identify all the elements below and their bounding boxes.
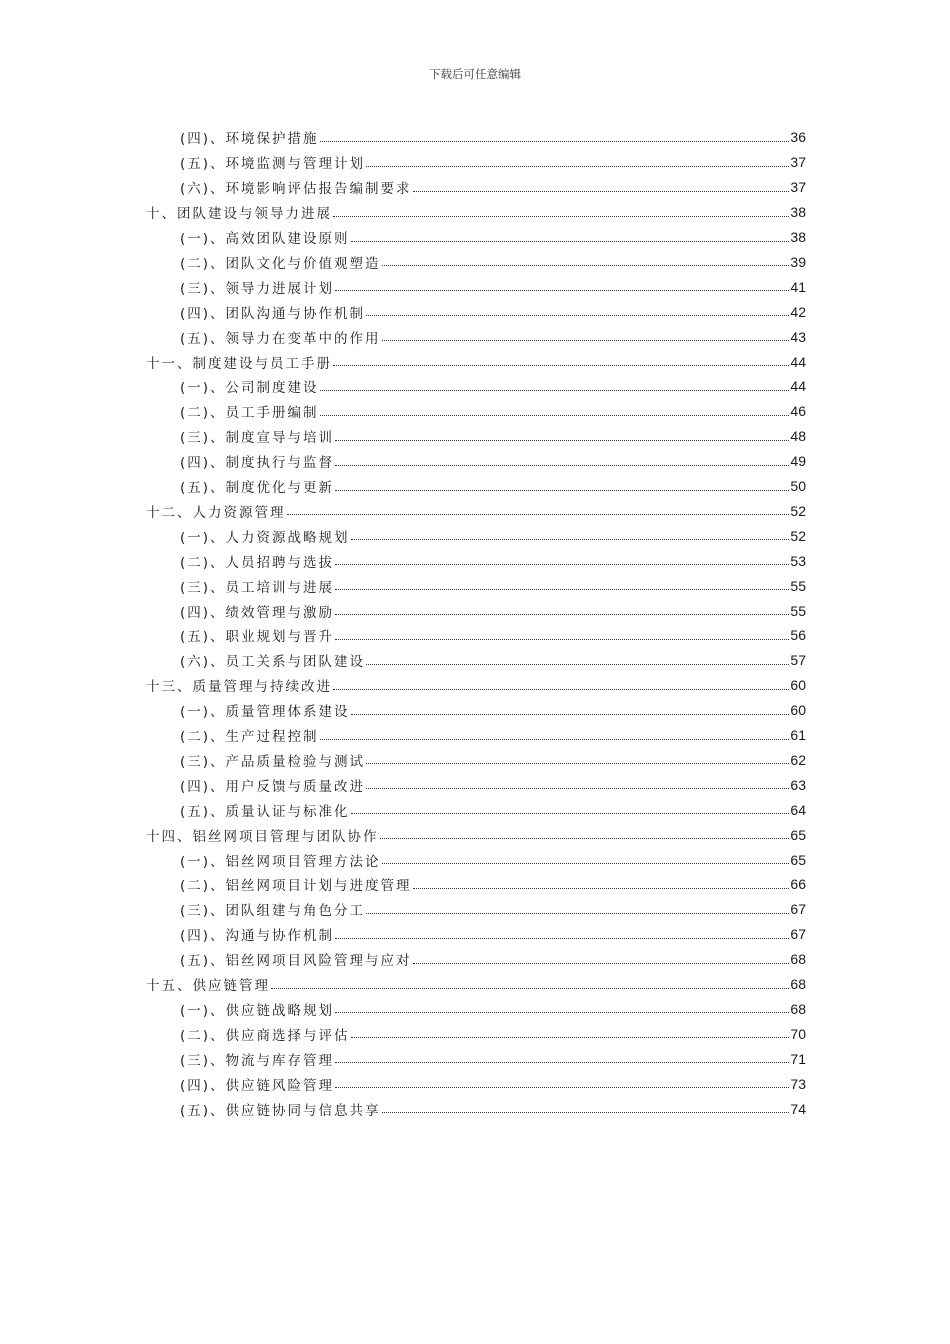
toc-entry[interactable] bbox=[180, 125, 806, 150]
toc-leader-dots bbox=[351, 539, 790, 540]
toc-entry-title: (一)、铝丝网项目管理方法论 bbox=[180, 853, 381, 870]
toc-entry-title: (三)、制度宣导与培训 bbox=[180, 430, 335, 447]
toc-entry-title: (五)、供应链协同与信息共享 bbox=[180, 1102, 381, 1119]
toc-entry-page-number: 38 bbox=[790, 204, 806, 221]
toc-leader-dots bbox=[335, 564, 789, 565]
toc-entry[interactable] bbox=[180, 698, 806, 723]
toc-leader-dots bbox=[335, 589, 789, 590]
toc-leader-dots bbox=[366, 788, 789, 789]
toc-entry[interactable] bbox=[180, 449, 806, 474]
toc-entry[interactable] bbox=[180, 648, 806, 673]
toc-entry[interactable] bbox=[180, 250, 806, 275]
toc-entry-title: 十、团队建设与领导力进展 bbox=[146, 206, 332, 223]
toc-leader-dots bbox=[366, 913, 789, 914]
toc-leader-dots bbox=[335, 490, 789, 491]
toc-entry-title: (五)、质量认证与标准化 bbox=[180, 803, 350, 820]
toc-entry-page-number: 50 bbox=[790, 478, 806, 495]
toc-entry[interactable] bbox=[180, 1071, 806, 1096]
toc-entry-title: (五)、职业规划与晋升 bbox=[180, 629, 335, 646]
toc-entry-title: (四)、用户反馈与质量改进 bbox=[180, 778, 366, 795]
toc-entry[interactable] bbox=[146, 200, 806, 225]
toc-entry-page-number: 55 bbox=[790, 602, 806, 619]
toc-entry[interactable] bbox=[180, 797, 806, 822]
toc-leader-dots bbox=[413, 191, 790, 192]
toc-entry[interactable] bbox=[180, 274, 806, 299]
toc-entry[interactable] bbox=[180, 474, 806, 499]
toc-entry-title: (四)、沟通与协作机制 bbox=[180, 928, 335, 945]
toc-entry-title: 十三、质量管理与持续改进 bbox=[146, 679, 332, 696]
toc-leader-dots bbox=[271, 988, 789, 989]
toc-entry-title: (五)、环境监测与管理计划 bbox=[180, 156, 366, 173]
toc-entry[interactable] bbox=[180, 1096, 806, 1121]
toc-entry[interactable] bbox=[180, 573, 806, 598]
toc-entry-page-number: 44 bbox=[790, 378, 806, 395]
toc-entry-page-number: 37 bbox=[790, 154, 806, 171]
toc-entry[interactable] bbox=[180, 872, 806, 897]
toc-entry[interactable] bbox=[180, 548, 806, 573]
toc-leader-dots bbox=[366, 166, 789, 167]
toc-entry-title: (二)、人员招聘与选拔 bbox=[180, 554, 335, 571]
toc-entry-page-number: 74 bbox=[790, 1100, 806, 1117]
toc-entry[interactable] bbox=[180, 399, 806, 424]
toc-leader-dots bbox=[335, 614, 789, 615]
toc-entry-title: (二)、团队文化与价值观塑造 bbox=[180, 255, 381, 272]
toc-entry[interactable] bbox=[180, 150, 806, 175]
toc-entry-title: (五)、领导力在变革中的作用 bbox=[180, 330, 381, 347]
toc-leader-dots bbox=[351, 1037, 790, 1038]
toc-leader-dots bbox=[335, 1012, 789, 1013]
toc-entry-page-number: 38 bbox=[790, 229, 806, 246]
toc-entry-page-number: 68 bbox=[790, 951, 806, 968]
toc-entry[interactable] bbox=[180, 922, 806, 947]
toc-entry-title: 十四、铝丝网项目管理与团队协作 bbox=[146, 828, 379, 845]
toc-entry-page-number: 65 bbox=[790, 851, 806, 868]
toc-entry[interactable] bbox=[180, 324, 806, 349]
toc-entry-page-number: 68 bbox=[790, 1000, 806, 1017]
toc-entry-page-number: 57 bbox=[790, 652, 806, 669]
toc-entry-page-number: 70 bbox=[790, 1025, 806, 1042]
toc-entry[interactable] bbox=[180, 424, 806, 449]
toc-entry[interactable] bbox=[180, 847, 806, 872]
toc-leader-dots bbox=[335, 440, 789, 441]
toc-entry[interactable] bbox=[180, 623, 806, 648]
toc-leader-dots bbox=[366, 315, 789, 316]
toc-entry-page-number: 60 bbox=[790, 702, 806, 719]
toc-entry[interactable] bbox=[146, 499, 806, 524]
toc-entry[interactable] bbox=[180, 1021, 806, 1046]
toc-entry[interactable] bbox=[146, 349, 806, 374]
toc-entry-title: (五)、铝丝网项目风险管理与应对 bbox=[180, 953, 412, 970]
toc-leader-dots bbox=[351, 714, 790, 715]
toc-entry-page-number: 67 bbox=[790, 926, 806, 943]
toc-entry-title: (一)、人力资源战略规划 bbox=[180, 529, 350, 546]
toc-entry[interactable] bbox=[180, 748, 806, 773]
toc-leader-dots bbox=[413, 888, 790, 889]
toc-entry-page-number: 42 bbox=[790, 303, 806, 320]
toc-entry[interactable] bbox=[180, 175, 806, 200]
toc-entry-title: (四)、团队沟通与协作机制 bbox=[180, 305, 366, 322]
toc-entry[interactable] bbox=[180, 947, 806, 972]
toc-entry[interactable] bbox=[180, 523, 806, 548]
toc-leader-dots bbox=[320, 415, 790, 416]
toc-entry-title: (一)、供应链战略规划 bbox=[180, 1002, 335, 1019]
toc-leader-dots bbox=[287, 514, 790, 515]
toc-entry-page-number: 43 bbox=[790, 328, 806, 345]
page-header: 下载后可任意编辑 bbox=[429, 67, 521, 81]
toc-entry-title: (二)、铝丝网项目计划与进度管理 bbox=[180, 878, 412, 895]
toc-leader-dots bbox=[333, 365, 789, 366]
toc-entry-page-number: 36 bbox=[790, 129, 806, 146]
toc-entry-page-number: 48 bbox=[790, 428, 806, 445]
toc-entry-title: 十五、供应链管理 bbox=[146, 978, 270, 995]
toc-entry-page-number: 56 bbox=[790, 627, 806, 644]
toc-entry[interactable] bbox=[180, 299, 806, 324]
toc-entry-title: (三)、产品质量检验与测试 bbox=[180, 753, 366, 770]
toc-leader-dots bbox=[335, 639, 789, 640]
toc-entry[interactable] bbox=[180, 772, 806, 797]
toc-entry[interactable] bbox=[180, 997, 806, 1022]
toc-leader-dots bbox=[351, 241, 790, 242]
toc-entry-title: 十一、制度建设与员工手册 bbox=[146, 355, 332, 372]
toc-entry-title: (四)、制度执行与监督 bbox=[180, 455, 335, 472]
toc-entry-title: (三)、领导力进展计划 bbox=[180, 280, 335, 297]
toc-entry-title: (三)、员工培训与进展 bbox=[180, 579, 335, 596]
toc-leader-dots bbox=[320, 141, 790, 142]
toc-leader-dots bbox=[320, 739, 790, 740]
toc-entry-page-number: 62 bbox=[790, 751, 806, 768]
toc-entry-page-number: 63 bbox=[790, 776, 806, 793]
toc-entry-page-number: 39 bbox=[790, 253, 806, 270]
toc-entry[interactable] bbox=[180, 225, 806, 250]
toc-leader-dots bbox=[335, 290, 789, 291]
toc-entry-title: (四)、环境保护措施 bbox=[180, 131, 319, 148]
toc-entry[interactable] bbox=[180, 1046, 806, 1071]
toc-entry[interactable] bbox=[180, 598, 806, 623]
toc-leader-dots bbox=[382, 340, 790, 341]
toc-leader-dots bbox=[382, 863, 790, 864]
toc-entry-page-number: 68 bbox=[790, 976, 806, 993]
toc-entry-title: (二)、供应商选择与评估 bbox=[180, 1027, 350, 1044]
toc-entry-page-number: 41 bbox=[790, 278, 806, 295]
toc-entry-page-number: 64 bbox=[790, 801, 806, 818]
toc-entry-title: (二)、生产过程控制 bbox=[180, 729, 319, 746]
toc-entry-page-number: 49 bbox=[790, 453, 806, 470]
toc-leader-dots bbox=[382, 265, 790, 266]
toc-entry[interactable] bbox=[180, 723, 806, 748]
toc-leader-dots bbox=[382, 1112, 790, 1113]
toc-leader-dots bbox=[335, 465, 789, 466]
toc-leader-dots bbox=[351, 813, 790, 814]
toc-entry-page-number: 65 bbox=[790, 826, 806, 843]
toc-entry-title: 十二、人力资源管理 bbox=[146, 504, 286, 521]
toc-entry-title: (一)、质量管理体系建设 bbox=[180, 704, 350, 721]
toc-entry-page-number: 71 bbox=[790, 1050, 806, 1067]
toc-entry-title: (四)、绩效管理与激励 bbox=[180, 604, 335, 621]
toc-entry[interactable] bbox=[180, 897, 806, 922]
toc-entry-page-number: 73 bbox=[790, 1075, 806, 1092]
toc-leader-dots bbox=[333, 689, 789, 690]
toc-entry-page-number: 52 bbox=[790, 527, 806, 544]
toc-entry-title: (一)、高效团队建设原则 bbox=[180, 231, 350, 248]
toc-entry-page-number: 37 bbox=[790, 179, 806, 196]
toc-entry-title: (四)、供应链风险管理 bbox=[180, 1077, 335, 1094]
toc-entry-title: (二)、员工手册编制 bbox=[180, 405, 319, 422]
toc-leader-dots bbox=[333, 216, 789, 217]
toc-leader-dots bbox=[320, 390, 790, 391]
toc-leader-dots bbox=[335, 1062, 789, 1063]
toc-entry-page-number: 52 bbox=[790, 502, 806, 519]
toc-entry-title: (五)、制度优化与更新 bbox=[180, 480, 335, 497]
toc-entry-title: (六)、员工关系与团队建设 bbox=[180, 654, 366, 671]
toc-leader-dots bbox=[335, 938, 789, 939]
toc-entry-page-number: 66 bbox=[790, 876, 806, 893]
toc-entry-page-number: 61 bbox=[790, 727, 806, 744]
toc-entry-page-number: 46 bbox=[790, 403, 806, 420]
toc-leader-dots bbox=[366, 664, 789, 665]
toc-entry[interactable] bbox=[146, 972, 806, 997]
toc-leader-dots bbox=[335, 1087, 789, 1088]
toc-entry-page-number: 44 bbox=[790, 353, 806, 370]
toc-entry[interactable] bbox=[146, 673, 806, 698]
toc-leader-dots bbox=[413, 963, 790, 964]
toc-entry-title: (三)、团队组建与角色分工 bbox=[180, 903, 366, 920]
toc-leader-dots bbox=[380, 838, 790, 839]
toc-entry-title: (三)、物流与库存管理 bbox=[180, 1052, 335, 1069]
toc-entry[interactable] bbox=[146, 822, 806, 847]
toc-entry-page-number: 67 bbox=[790, 901, 806, 918]
toc-entry-page-number: 53 bbox=[790, 552, 806, 569]
toc-entry-title: (六)、环境影响评估报告编制要求 bbox=[180, 181, 412, 198]
toc-leader-dots bbox=[366, 763, 789, 764]
toc-entry[interactable] bbox=[180, 374, 806, 399]
toc-entry-page-number: 55 bbox=[790, 577, 806, 594]
toc-entry-page-number: 60 bbox=[790, 677, 806, 694]
toc-entry-title: (一)、公司制度建设 bbox=[180, 380, 319, 397]
